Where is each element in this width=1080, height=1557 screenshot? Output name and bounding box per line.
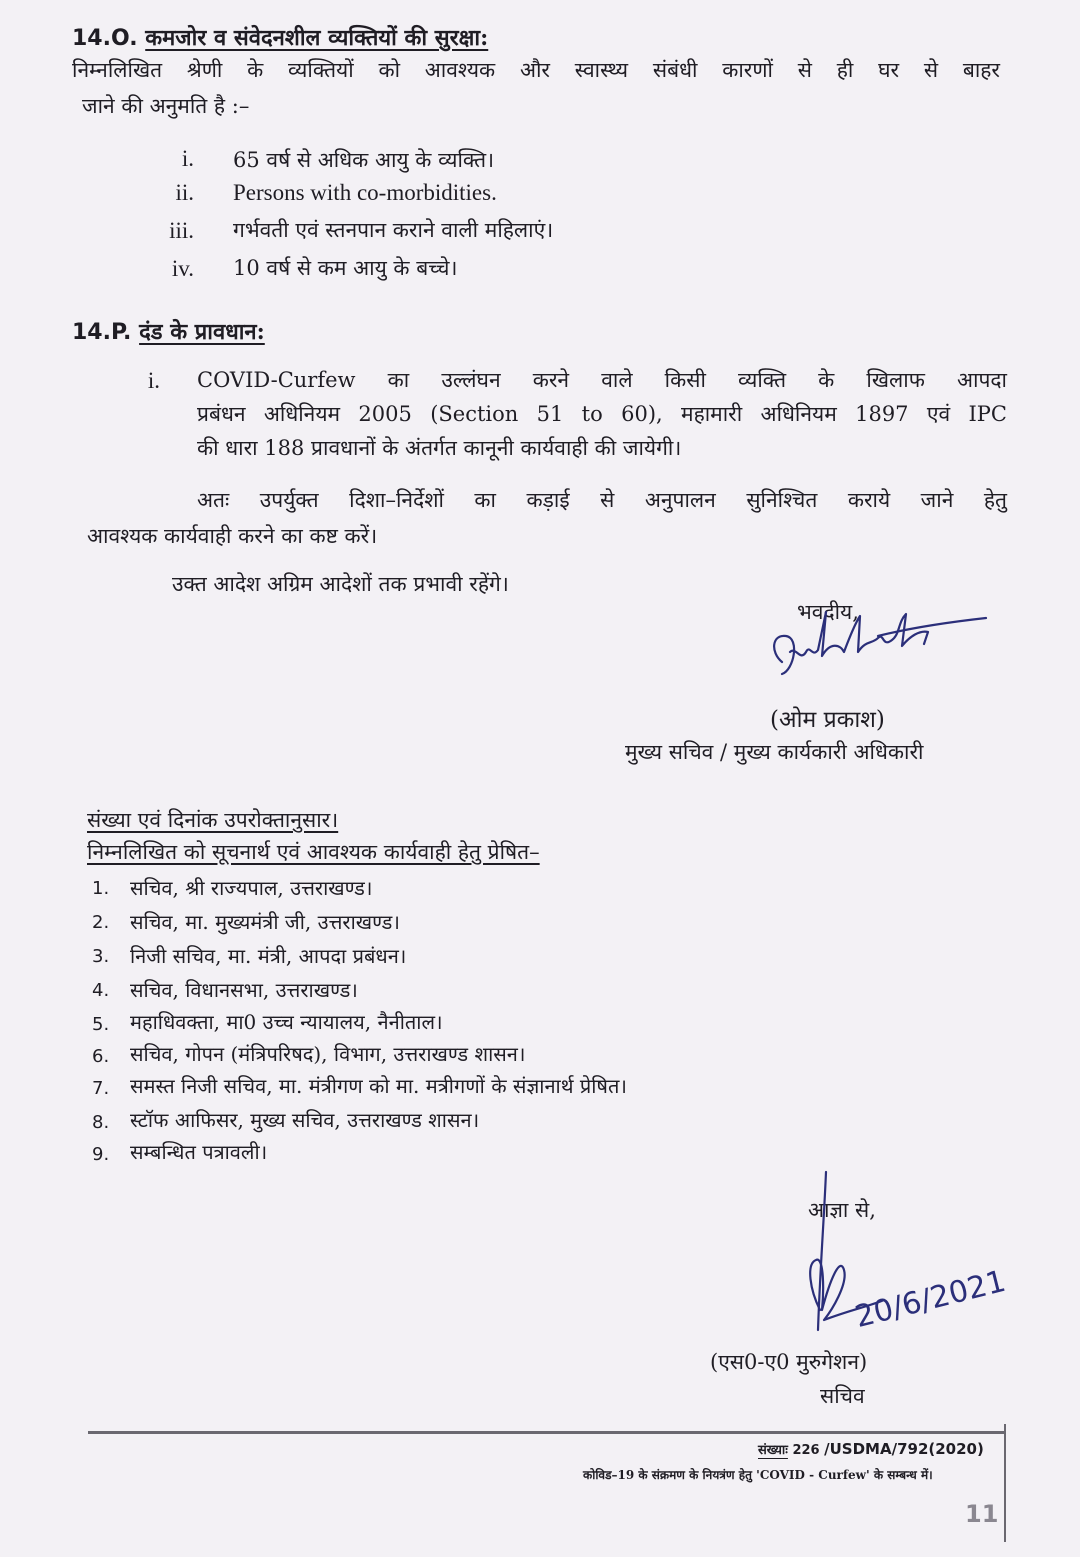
section-p-item-line2: प्रबंधन अधिनियम 2005 (Section 51 to 60), महामारी अधिनियम 1897 एवं IPC bbox=[197, 402, 1007, 426]
section-p-heading bbox=[72, 316, 265, 346]
signatory2-designation: सचिव bbox=[820, 1384, 865, 1408]
footer-rule bbox=[88, 1431, 1006, 1434]
distribution-reference: संख्या एवं दिनांक उपरोक्तानुसार। bbox=[87, 808, 339, 832]
section-p-para-line2: आवश्यक कार्यवाही करने का कष्ट करें। bbox=[87, 524, 378, 548]
footer-ref-number: 226 bbox=[792, 1443, 820, 1458]
section-o-item-text: 10 वर्ष से कम आयु के बच्चे। bbox=[233, 256, 458, 280]
section-p-item-line1: COVID-Curfew का उल्लंघन करने वाले किसी व्यक्ति के खिलाफ आपदा bbox=[197, 368, 1007, 392]
distribution-item: स्टॉफ आफिसर, मुख्य सचिव, उत्तराखण्ड शासन। bbox=[130, 1108, 480, 1132]
signatory-designation: मुख्य सचिव / मुख्य कार्यकारी अधिकारी bbox=[625, 740, 924, 764]
distribution-item-number: 3. bbox=[92, 946, 110, 967]
section-p-title: दंड के प्रावधान: bbox=[139, 319, 265, 345]
signatory2-name: (एस0-ए0 मुरुगेशन) bbox=[710, 1350, 868, 1374]
distribution-item: समस्त निजी सचिव, मा. मंत्रीगण को मा. मत्रीगणों के संज्ञानार्थ प्रेषित। bbox=[130, 1074, 627, 1098]
distribution-item: महाधिवक्ता, मा0 उच्च न्यायालय, नैनीताल। bbox=[130, 1010, 443, 1034]
page-number: 11 bbox=[965, 1500, 999, 1528]
handwritten-signature-omprakash bbox=[760, 592, 1000, 702]
distribution-item-number: 4. bbox=[92, 980, 110, 1001]
section-o-number: 14.O. bbox=[72, 26, 138, 51]
section-p-item-line3: की धारा 188 प्रावधानों के अंतर्गत कानूनी कार्यवाही की जायेगी। bbox=[197, 436, 682, 460]
closing-salutation: भवदीय, bbox=[797, 600, 859, 624]
section-p-number: 14.P. bbox=[72, 320, 132, 345]
section-o-title: कमजोर व संवेदनशील व्यक्तियों की सुरक्षा: bbox=[145, 25, 489, 51]
distribution-item: सम्बन्धित पत्रावली। bbox=[130, 1140, 268, 1164]
section-o-item-text: 65 वर्ष से अधिक आयु के व्यक्ति। bbox=[233, 148, 495, 172]
distribution-heading: निम्नलिखित को सूचनार्थ एवं आवश्यक कार्यवाही हेतु प्रेषित– bbox=[87, 840, 540, 864]
distribution-item: सचिव, मा. मुख्यमंत्री जी, उत्तराखण्ड। bbox=[130, 910, 400, 934]
signatory-name: (ओम प्रकाश) bbox=[770, 707, 885, 733]
section-o-item-marker: ii. bbox=[175, 180, 194, 205]
distribution-item-number: 8. bbox=[92, 1112, 110, 1133]
distribution-item-number: 9. bbox=[92, 1144, 110, 1165]
section-o-item-marker: i. bbox=[181, 146, 194, 171]
distribution-item-number: 7. bbox=[92, 1078, 110, 1099]
distribution-item: सचिव, गोपन (मंत्रिपरिषद), विभाग, उत्तराखण्ड शासन। bbox=[130, 1042, 526, 1066]
by-order-text: आज्ञा से, bbox=[808, 1198, 876, 1222]
section-o-item-text: गर्भवती एवं स्तनपान कराने वाली महिलाएं। bbox=[233, 218, 554, 242]
section-o-item-marker: iv. bbox=[171, 256, 194, 281]
distribution-item: सचिव, श्री राज्यपाल, उत्तराखण्ड। bbox=[130, 876, 373, 900]
distribution-item: सचिव, विधानसभा, उत्तराखण्ड। bbox=[130, 978, 358, 1002]
footer-reference bbox=[758, 1440, 984, 1458]
distribution-item: निजी सचिव, मा. मंत्री, आपदा प्रबंधन। bbox=[130, 944, 407, 968]
section-o-item-text: Persons with co-morbidities. bbox=[233, 180, 497, 205]
distribution-item-number: 6. bbox=[92, 1046, 110, 1067]
section-o-item-marker: iii. bbox=[169, 218, 194, 243]
distribution-item-number: 5. bbox=[92, 1014, 110, 1035]
footer-subject: कोविड–19 के संक्रमण के नियत्रंण हेतु 'COVID - Curfew' के सम्बन्ध में। bbox=[583, 1468, 933, 1482]
footer-vertical-rule bbox=[1004, 1424, 1006, 1542]
section-o-heading bbox=[72, 22, 488, 52]
section-p-para-line1: अतः उपर्युक्त दिशा–निर्देशों का कड़ाई से अनुपालन सुनिश्चित कराये जाने हेतु bbox=[197, 488, 1007, 512]
section-p-item-marker: i. bbox=[147, 368, 160, 393]
distribution-item-number: 2. bbox=[92, 912, 110, 933]
footer-ref-label: संख्याः bbox=[758, 1443, 788, 1458]
effect-statement: उक्त आदेश अग्रिम आदेशों तक प्रभावी रहेंगे। bbox=[172, 572, 509, 596]
section-o-intro-line1: निम्नलिखित श्रेणी के व्यक्तियों को आवश्यक और स्वास्थ्य संबंधी कारणों से ही घर से बाहर bbox=[72, 58, 1000, 82]
distribution-item-number: 1. bbox=[92, 878, 110, 899]
footer-ref-code: /USDMA/792(2020) bbox=[824, 1440, 984, 1458]
handwritten-date: 20/6/2021 bbox=[851, 1263, 1010, 1335]
section-o-intro-line2: जाने की अनुमति है :– bbox=[82, 94, 250, 118]
